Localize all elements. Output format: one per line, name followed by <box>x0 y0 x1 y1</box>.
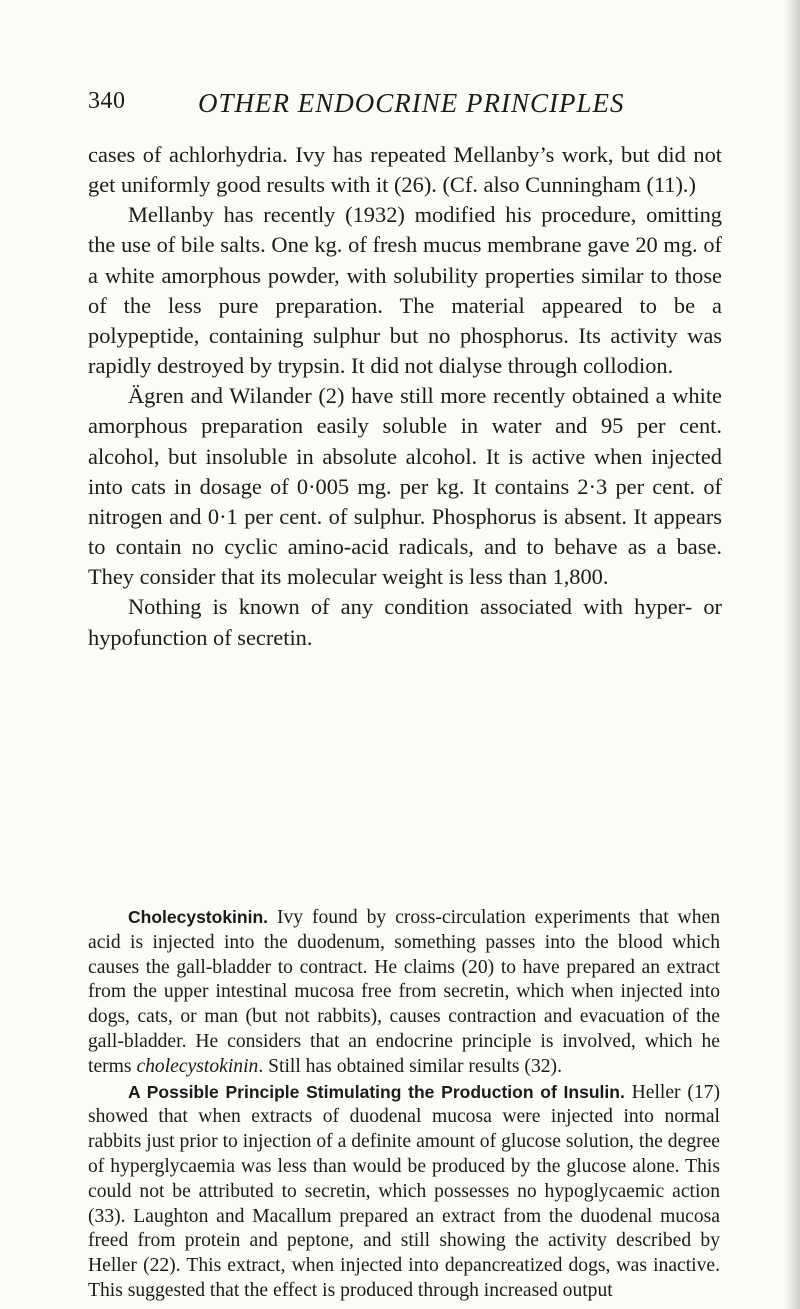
page-number: 340 <box>88 88 126 114</box>
paragraph-achlorhydria: cases of achlorhydria. Ivy has repeated Mellanby’s work, but did not get uniformly good results with it (26). (Cf. also Cunningham (11).) <box>88 142 722 198</box>
main-body-text <box>88 140 722 653</box>
cholecystokinin-term: cholecystokinin <box>136 1055 259 1077</box>
page-header <box>88 88 708 128</box>
paragraph-hyperfunction: Nothing is known of any condition associated with hyper- or hypofunction of secretin. <box>88 594 722 650</box>
paragraph-mellanby-procedure: Mellanby has recently (1932) modified his procedure, omitting the use of bile salts. One kg. of fresh mucus membrane gave 20 mg. of a white amorphous powder, with solubility properties similar to those of the less pure preparation. The material appeared to be a polypeptide, containing sulphur but no phosphorus. Its activity was rapidly destroyed by trypsin. It did not dialyse through collodion. <box>88 202 722 379</box>
section-heading-insulin: A Possible Principle Stimulating the Production of Insulin. <box>128 1081 625 1102</box>
cholecystokinin-text-after: . Still has obtained similar results (32). <box>258 1055 562 1077</box>
insulin-section-text: Heller (17) showed that when extracts of duodenal mucosa were injected into normal rabbits just prior to injection of a definite amount of glucose solution, the degree of hyperglycaemia was less than would be produced by the glucose alone. This could not be attributed to secretin, which possesses no hypoglycaemic action (33). Laughton and Macallum prepared an extract from the duodenal mucosa freed from protein and peptone, and still showing the activity described by Heller (22). This extract, when injected into depancreatized dogs, was inactive. This suggested that the effect is produced through increased output <box>88 1081 720 1301</box>
small-print-sections <box>88 905 720 1304</box>
page-edge-shadow <box>784 0 800 1309</box>
section-heading-cholecystokinin: Cholecystokinin. <box>128 907 269 927</box>
section-insulin-principle <box>88 1080 720 1304</box>
running-title: OTHER ENDOCRINE PRINCIPLES <box>198 88 625 118</box>
cholecystokinin-text-before: Ivy found by cross-circulation experiments that when acid is injected into the duodenum, something passes into the blood which causes the gall-bladder to contract. He claims (20) to have prepared an extract from the upper intestinal mucosa free from secretin, which when injected into dogs, cats, or man (but not rabbits), causes contraction and evacuation of the gall-bladder. He considers that an endocrine principle is involved, which he terms <box>88 907 720 1077</box>
paragraph-agren-wilander: Ägren and Wilander (2) have still more recently obtained a white amorphous preparation easily soluble in water and 95 per cent. alcohol, but insoluble in absolute alcohol. It is active when injected into cats in dosage of 0·005 mg. per kg. It contains 2·3 per cent. of nitrogen and 0·1 per cent. of sulphur. Phosphorus is absent. It appears to contain no cyclic amino-acid radicals, and to behave as a base. They consider that its molecular weight is less than 1,800. <box>88 383 722 590</box>
section-cholecystokinin <box>88 905 720 1080</box>
